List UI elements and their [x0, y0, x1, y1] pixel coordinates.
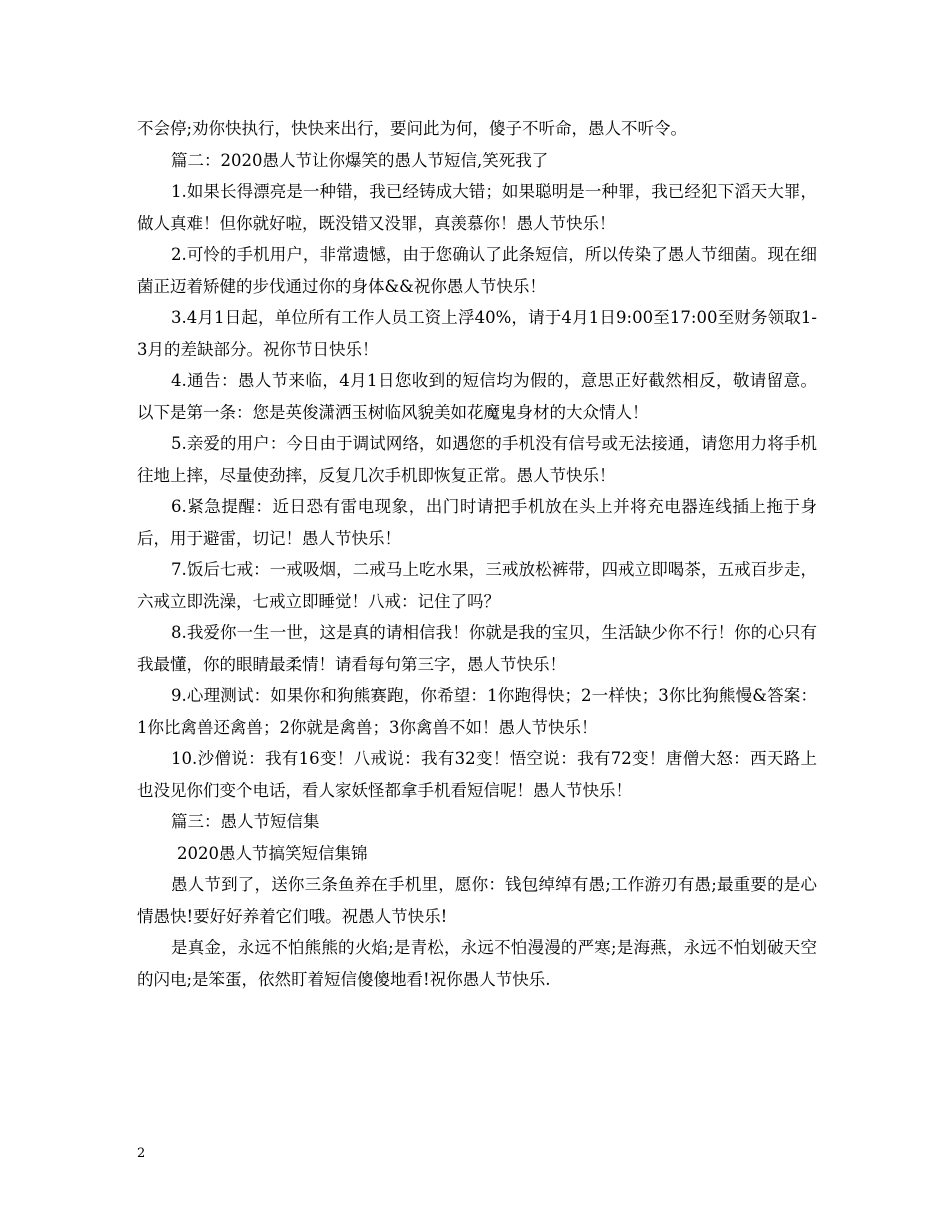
message-item-7: 7.饭后七戒：一戒吸烟，二戒马上吃水果，三戒放松裤带，四戒立即喝茶，五戒百步走，六戒立即洗澡，七戒立即睡觉！八戒：记住了吗？: [137, 560, 817, 611]
message-item-5: 5.亲爱的用户：今日由于调试网络，如遇您的手机没有信号或无法接通，请您用力将手机往地上摔，尽量使劲摔，反复几次手机即恢复正常。愚人节快乐！: [137, 434, 817, 485]
message-item-6: 6.紧急提醒：近日恐有雷电现象，出门时请把手机放在头上并将充电器连线插上拖于身后，用于避雷，切记！愚人节快乐！: [137, 497, 817, 548]
section-heading-part-two: 篇二：2020愚人节让你爆笑的愚人节短信,笑死我了: [171, 150, 549, 170]
message-item-10: 10.沙僧说：我有16变！八戒说：我有32变！悟空说：我有72变！唐僧大怒：西天路上也没见你们变个电话，看人家妖怪都拿手机看短信呢！愚人节快乐！: [137, 749, 817, 800]
collection-paragraph-1: 愚人节到了，送你三条鱼养在手机里，愿你：钱包绰绰有愚;工作游刃有愚;最重要的是心情愚快!要好好养着它们哦。祝愚人节快乐!: [137, 875, 817, 926]
document-body: [137, 113, 817, 995]
message-item-8: 8.我爱你一生一世，这是真的请相信我！你就是我的宝贝，生活缺少你不行！你的心只有我最懂，你的眼睛最柔情！请看每句第三字，愚人节快乐！: [137, 623, 817, 674]
message-item-1: 1.如果长得漂亮是一种错，我已经铸成大错；如果聪明是一种罪，我已经犯下滔天大罪，做人真难！但你就好啦，既没错又没罪，真羡慕你！愚人节快乐！: [137, 182, 817, 233]
collection-title: 2020愚人节搞笑短信集锦: [177, 843, 368, 863]
message-item-2: 2.可怜的手机用户，非常遗憾，由于您确认了此条短信，所以传染了愚人节细菌。现在细菌正迈着矫健的步伐通过你的身体&&祝你愚人节快乐！: [137, 245, 817, 296]
message-item-4: 4.通告：愚人节来临，4月1日您收到的短信均为假的，意思正好截然相反，敬请留意。以下是第一条：您是英俊潇洒玉树临风貌美如花魔鬼身材的大众情人！: [137, 371, 817, 422]
message-item-3: 3.4月1日起，单位所有工作人员工资上浮40%，请于4月1日9:00至17:00至财务领取1-3月的差缺部分。祝你节日快乐！: [137, 308, 817, 359]
message-item-9: 9.心理测试：如果你和狗熊赛跑，你希望：1你跑得快；2一样快；3你比狗熊慢&答案：1你比禽兽还禽兽；2你就是禽兽；3你禽兽不如！愚人节快乐！: [137, 686, 817, 737]
paragraph-continuation: 不会停;劝你快执行，快快来出行，要问此为何，傻子不听命，愚人不听令。: [137, 119, 688, 138]
collection-paragraph-2: 是真金，永远不怕熊熊的火焰;是青松，永远不怕漫漫的严寒;是海燕，永远不怕划破天空的闪电;是笨蛋，依然盯着短信傻傻地看!祝你愚人节快乐.: [137, 938, 817, 989]
section-heading-part-three: 篇三：愚人节短信集: [171, 812, 320, 831]
page-number: 2: [137, 1146, 146, 1161]
